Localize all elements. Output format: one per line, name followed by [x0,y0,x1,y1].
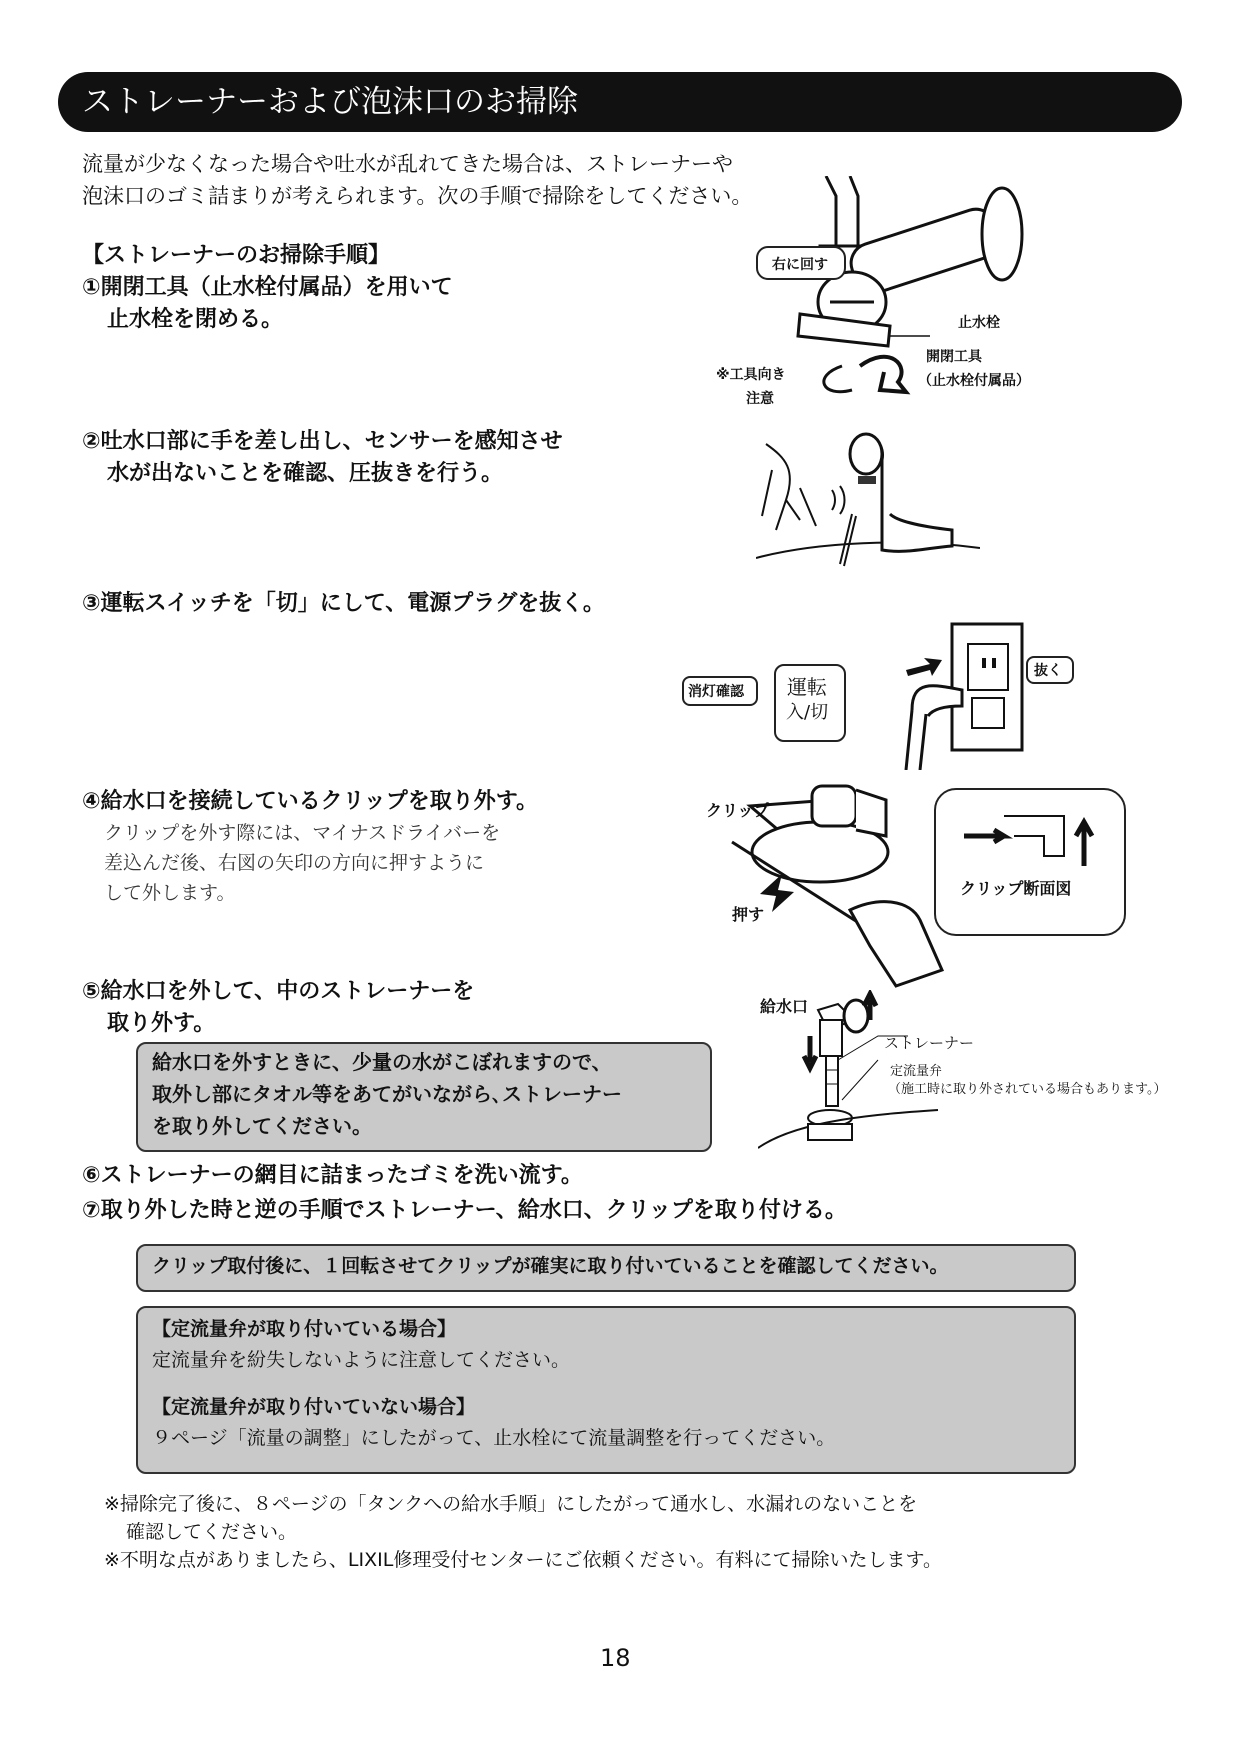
step-1 [82,272,453,336]
step-4-detail-line: して外します。 [104,882,236,904]
tool-label: 開閉工具 [926,349,982,365]
step-2-line1: ②吐水口部に手を差し出し、センサーを感知させ [82,429,563,454]
lamp-check-label: 消灯確認 [688,684,744,700]
tool-note-label: （止水栓付属品） [918,373,1030,389]
note-line: 確認してください。 [126,1521,298,1543]
section-heading: 【ストレーナーのお掃除手順】 [82,243,391,268]
page-title: ストレーナーおよび泡沫口のお掃除 [82,84,578,120]
run-switch-label [786,674,828,726]
intro-text [82,148,802,212]
switch-line-2: 入/切 [786,702,829,723]
water-spill-line: 給水口を外すときに、少量の水がこぼれますので、 [152,1050,612,1074]
switch-line-1: 運転 [787,675,828,699]
water-spill-line: を取り外してください。 [152,1114,372,1138]
step-4-detail [104,818,500,908]
valve-heading-2: 【定流量弁が取り付いていない場合】 [152,1396,476,1418]
outlet-plug-illustration [892,620,1052,770]
note-line: ※掃除完了後に、８ページの「タンクへの給水手順」にしたがって通水し、水漏れのないことを [104,1493,918,1515]
step-5-line1: ⑤給水口を外して、中のストレーナーを [82,979,475,1004]
notes [104,1490,942,1574]
valve-box-content [152,1314,835,1454]
step-5-line2: 取り外す。 [107,1011,216,1036]
intro-line: 流量が少なくなった場合や吐水が乱れてきた場合は、ストレーナーや [82,152,733,176]
step-1-line1: ①開閉工具（止水栓付属品）を用いて [82,275,453,300]
step-4: ④給水口を接続しているクリップを取り外す。 [82,789,538,814]
valve-label: 定流量弁 [890,1064,943,1079]
clip-section-label: クリップ断面図 [960,879,1072,898]
step-1-line2: 止水栓を閉める。 [107,307,284,332]
stop-valve-label: 止水栓 [958,315,1000,331]
turn-right-label: 右に回す [772,257,828,273]
intro-line: 泡沫口のゴミ詰まりが考えられます。次の手順で掃除をしてください。 [82,184,753,208]
valve-text-2: ９ページ「流量の調整」にしたがって、止水栓にて流量調整を行ってください。 [152,1427,836,1449]
strainer-label: ストレーナー [884,1034,975,1052]
note-line: ※不明な点がありましたら、LIXIL修理受付センターにご依頼ください。有料にて掃除いたします。 [104,1549,943,1571]
step-3: ③運転スイッチを「切」にして、電源プラグを抜く。 [82,591,605,616]
water-spill-line: 取外し部にタオル等をあてがいながら､ストレーナー [152,1082,622,1106]
valve-text-1: 定流量弁を紛失しないように注意してください。 [152,1349,571,1371]
step-2 [82,426,563,490]
step-6: ⑥ストレーナーの網目に詰まったゴミを洗い流す。 [82,1163,583,1188]
step-7: ⑦取り外した時と逆の手順でストレーナー、給水口、クリップを取り付ける。 [82,1198,847,1223]
water-spill-text [152,1046,622,1142]
push-label: 押す [732,905,765,924]
step-5 [82,976,474,1040]
valve-note-label: （施工時に取り外されている場合もあります。） [888,1082,1167,1097]
clip-label: クリップ [706,801,770,820]
page-number: 18 [600,1644,631,1672]
step-2-line2: 水が出ないことを確認、圧抜きを行う。 [107,461,504,486]
unplug-label: 抜く [1034,663,1062,679]
valve-heading-1: 【定流量弁が取り付いている場合】 [152,1318,457,1340]
clip-notice-text: クリップ取付後に、１回転させてクリップが確実に取り付いていることを確認してください。 [152,1255,949,1277]
step-4-detail-line: クリップを外す際には、マイナスドライバーを [104,822,501,844]
step-4-detail-line: 差込んだ後、右図の矢印の方向に押すように [104,852,485,874]
tool-caution-label-2: 注意 [746,391,774,407]
faucet-sensor-illustration [756,430,980,580]
clip-section-diagram [954,796,1104,876]
tool-caution-label: ※工具向き [716,367,786,383]
inlet-label: 給水口 [760,997,809,1016]
